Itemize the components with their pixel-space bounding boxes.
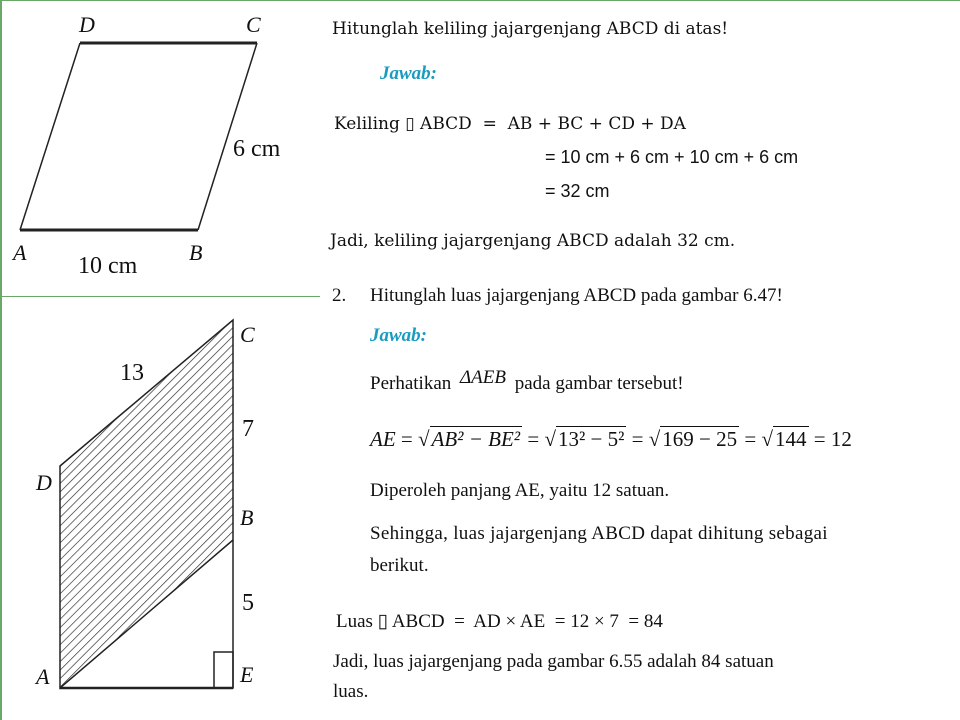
observe-triangle: ΔAEB [460, 367, 506, 388]
observe-post: pada gambar tersebut! [514, 373, 684, 394]
vertex-label-a: A [36, 664, 50, 689]
problem1-question: Hitunglah keliling jajargenjang ABCD di atas! [332, 19, 729, 39]
vertex-label-a: A [13, 240, 27, 265]
vertex-label-b: B [240, 505, 254, 530]
vertex-label-b: B [189, 240, 203, 265]
problem2-number: 2. [332, 285, 347, 306]
side-label-dc: 13 [120, 360, 144, 386]
problem1-answer-label: Jawab: [380, 63, 437, 84]
ae-root-1: AB² − BE² [431, 427, 521, 451]
problem1-step2: = 32 cm [545, 181, 610, 201]
problem2-conclusion-1: Jadi, luas jajargenjang pada gambar 6.55 adalah 84 satuan [333, 651, 774, 672]
side-label-bc: 6 cm [233, 136, 281, 162]
vertex-label-d: D [79, 12, 95, 37]
problem2-therefore-1: Sehingga, luas jajargenjang ABCD dapat dihitung sebagai [370, 523, 828, 544]
problem2-answer-label: Jawab: [370, 325, 427, 346]
vertex-label-c: C [246, 12, 261, 37]
problem1-step1: = 10 cm + 6 cm + 10 cm + 6 cm [545, 147, 799, 167]
problem1-formula: Keliling ▯ ABCD = AB + BC + CD + DA [334, 114, 686, 134]
problem2-question: Hitunglah luas jajargenjang ABCD pada gambar 6.47! [370, 285, 783, 306]
vertex-label-e: E [240, 662, 254, 687]
ae-root-2: 13² − 5² [557, 427, 625, 451]
vertex-label-c: C [240, 322, 255, 347]
side-label-cb: 7 [242, 416, 254, 442]
problem2-obtained: Diperoleh panjang AE, yaitu 12 satuan. [370, 480, 670, 501]
ae-formula: AE = √AB² − BE² = √13² − 5² = √169 − 25 = √144 = 12 [370, 427, 852, 451]
problem2-area-formula: Luas ▯ ABCD = AD × AE = 12 × 7 = 84 [336, 611, 663, 632]
problem2-observe [370, 367, 684, 395]
side-label-ab: 10 cm [78, 253, 138, 279]
problem2-conclusion-2: luas. [333, 681, 369, 702]
problem1-conclusion: Jadi, keliling jajargenjang ABCD adalah 32 cm. [330, 231, 736, 251]
ae-root-4: 144 [775, 427, 807, 451]
ae-root-3: 169 − 25 [662, 427, 738, 451]
side-label-be: 5 [242, 590, 254, 616]
observe-pre: Perhatikan [370, 373, 452, 394]
problem2-therefore-2: berikut. [370, 555, 429, 576]
vertex-label-d: D [36, 470, 52, 495]
ae-result: 12 [830, 427, 852, 451]
parallelogram-figure-2 [0, 297, 320, 720]
ae-lhs: AE [370, 427, 396, 451]
